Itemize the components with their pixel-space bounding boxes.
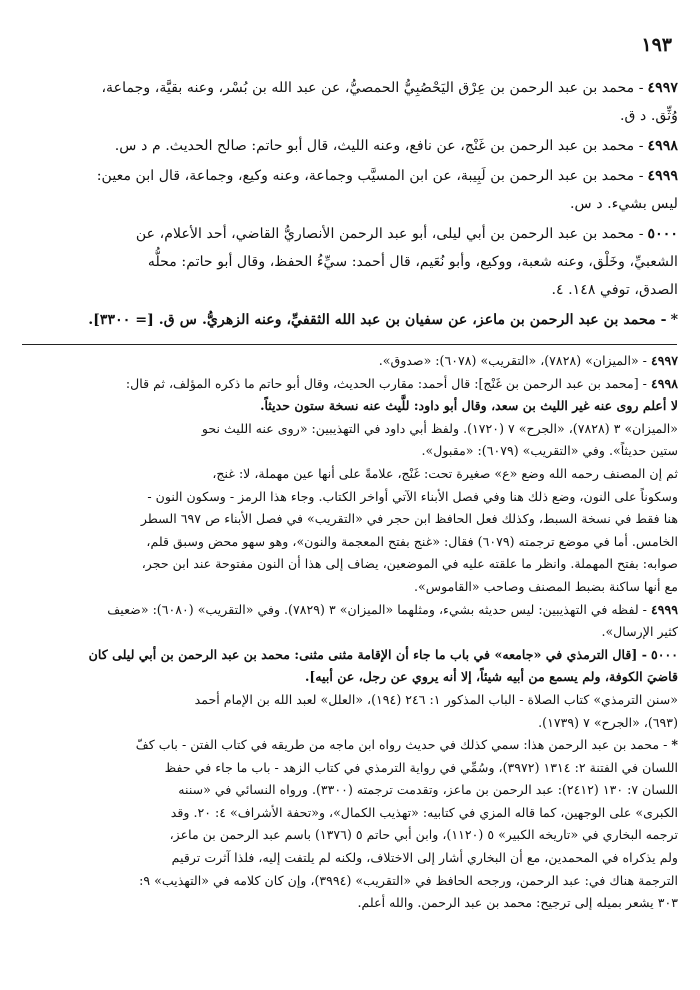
note-line: - محمد بن عبد الرحمن هذا: سمي كذلك في حديث رواه ابن ماجه من طريقه في كتاب الفتن - باب كفّ: [135, 737, 668, 753]
entry-5000: [22, 220, 678, 304]
note-line: ٣٠٣ يشعر بميله إلى ترجيح: محمد بن عبد الرحمن. والله أعلم.: [357, 895, 678, 911]
note-line: ترجمه البخاري في «تاريخه الكبير» ٥ (١١٢٠)، وابن أبي حاتم ٥ (١٣٧٦) باسم عبد الرحمن بن ماعز،: [169, 827, 678, 843]
main-text: [22, 74, 678, 336]
note-number: ٥٠٠٠: [650, 646, 678, 662]
entry-line: - محمد بن عبد الرحمن بن عِرْق اليَحْصُبِيُّ الحمصيُّ، عن عبد الله بن بُسْر، وعنه بقيَّة، وجماعة،: [101, 80, 644, 96]
note-line: اللسان ٧: ١٣٠ (٢٤١٢): عبد الرحمن بن ماعز، وتقدمت ترجمته (٣٣٠٠). ورواه النسائي في «سننه: [178, 782, 678, 798]
note-line: الخامس. أما في موضع ترجمته (٦٠٧٩) فقال: «غنج بفتح المعجمة والنون»، وهو سهو محض وسبق قلم،: [146, 533, 678, 549]
entry-4999: [22, 162, 678, 218]
note-star: [22, 734, 678, 915]
entry-line: - محمد بن عبد الرحمن بن غَنْج، عن نافع، وعنه الليث، قال أبو حاتم: صالح الحديث. م د س.: [114, 138, 644, 154]
note-line: ولم يذكراه في المحمدين، مع أن البخاري أشار إلى الاختلاف، ولكنه لم يلتفت إليه، فلذا آثرت ترقيم: [171, 850, 678, 866]
entry-line: الشعبيِّ، وخَلْق، وعنه شعبة، ووكيع، وأبو نُعَيم، قال أحمد: سيِّءُ الحفظ، وقال أبو حاتم: محلُّه: [147, 254, 678, 270]
note-line: مع أنها ساكنة بضبط المصنف وصاحب «القاموس».: [414, 578, 678, 594]
entry-number: ٤٩٩٧: [647, 80, 678, 96]
entry-4997: [22, 74, 678, 130]
note-line: الترجمة هناك في: عبد الرحمن، ورجحه الحافظ في «التقريب» (٣٩٩٤)، وإن كان كلامه في «التهذيب» ٩:: [139, 872, 678, 888]
note-number: ٤٩٩٧: [650, 353, 678, 368]
note-line: كثير الإرسال».: [601, 624, 678, 640]
note-4999: [22, 599, 678, 644]
note-number: ٤٩٩٩: [650, 601, 678, 617]
note-line: - [محمد بن عبد الرحمن بن غَنْج]: قال أحمد: مقارب الحديث، وقال أبو حاتم ما ذكره المؤلف، ثم قال:: [125, 375, 647, 391]
entry-line: ليس بشيء. د س.: [570, 196, 678, 212]
note-line: «الميزان» ٣ (٧٨٢٨)، «الجرح» ٧ (١٧٢٠). ولفظ أبي داود في التهذيبين: «روى عنه الليث نحو: [201, 420, 678, 436]
entry-4998: [22, 132, 678, 160]
footnotes: [22, 350, 678, 915]
note-line: قاضيَ الكوفة، ولم يسمع من أبيه شيئاً، إلا أنه يروي عن رجل، عن أبيه].: [304, 669, 678, 685]
note-line: (٦٩٣)، «الجرح» ٧ (١٧٣٩).: [538, 714, 678, 730]
note-line: ثم إن المصنف رحمه الله وضع «ع» صغيرة تحت: غَنْج، علامةً على أنها عين مهملة، لا: غنج،: [212, 465, 678, 481]
entry-line: - محمد بن عبد الرحمن بن ماعز، عن سفيان بن عبد الله الثقفيِّ، وعنه الزهريُّ. س ق. [= ٣٣٠٠].: [88, 312, 667, 328]
entry-number: *: [670, 312, 678, 328]
entry-number: ٥٠٠٠: [647, 226, 678, 242]
note-line: - [قال الترمذي في «جامعه» في باب ما جاء أن الإقامة مثنى مثنى: محمد بن عبد الرحمن بن أبي ليلى كان: [88, 646, 647, 662]
note-number: *: [671, 737, 678, 753]
entry-number: ٤٩٩٩: [647, 168, 678, 184]
note-5000: [22, 644, 678, 734]
note-line: الكبرى» على الوجهين، كما قاله المزي في كتابيه: «تهذيب الكمال»، و«تحفة الأشراف» ٤: ٢٠. وقد: [170, 804, 678, 820]
entry-line: - محمد بن عبد الرحمن بن أبي ليلى، أبو عبد الرحمن الأنصاريُّ القاضي، أحد الأعلام، عن: [135, 226, 644, 242]
note-number: ٤٩٩٨: [650, 375, 678, 391]
entry-star: [22, 306, 678, 334]
page-number: ١٩٣: [641, 34, 672, 56]
entry-number: ٤٩٩٨: [647, 138, 678, 154]
note-line: «سنن الترمذي» كتاب الصلاة - الباب المذكور ١: ٢٤٦ (١٩٤)، «العلل» لعبد الله بن الإمام أحمد: [194, 691, 678, 707]
note-4998: [22, 373, 678, 599]
note-line: - لفظه في التهذيبين: ليس حديثه بشيء، ومثلهما «الميزان» ٣ (٧٨٢٩). وفي «التقريب» (٦٠٨٠): «ضعيف: [107, 601, 647, 617]
entry-line: الصدق، توفي ١٤٨. ٤.: [551, 282, 678, 298]
note-line: اللسان في الفتنة ٢: ١٣١٤ (٣٩٧٢)، وسُمِّي في رواية الترمذي في كتاب الزهد - باب ما جاء في حفظ: [164, 759, 678, 775]
note-line: لا أعلم روى عنه غير الليث بن سعد، وقال أبو داود: للَّيث عنه نسخة ستون حديثاً.: [260, 398, 678, 414]
note-line: هنا فقط في نسخة السبط، وكذلك فعل الحافظ ابن حجر في «التقريب» في فصل الأبناء ص ٦٩٧ السطر: [140, 511, 678, 527]
entry-line: - محمد بن عبد الرحمن بن لَبِيبة، عن ابن المسيَّب وجماعة، وعنه وكيع، وجماعة، قال ابن معين:: [96, 168, 644, 184]
note-4997: [22, 350, 678, 373]
footnote-divider: [22, 344, 677, 345]
note-line: صوابه: بفتح المهملة. وانظر ما علقته عليه في الموضعين، يضاف إلى هذا أن النون مفتوحة عند ابن حجر،: [141, 556, 678, 572]
entry-line: وُثِّق. د ق.: [620, 108, 678, 124]
note-line: وسكوناً على النون، وضع ذلك هنا وفي فصل الأبناء الآتي أواخر الكتاب. وجاء هذا الرمز - وسكون النون -: [147, 488, 678, 504]
note-line: ستين حديثاً». وفي «التقريب» (٦٠٧٩): «مقبول».: [421, 443, 678, 459]
note-line: - «الميزان» (٧٨٢٨)، «التقريب» (٦٠٧٨): «صدوق».: [378, 353, 647, 368]
